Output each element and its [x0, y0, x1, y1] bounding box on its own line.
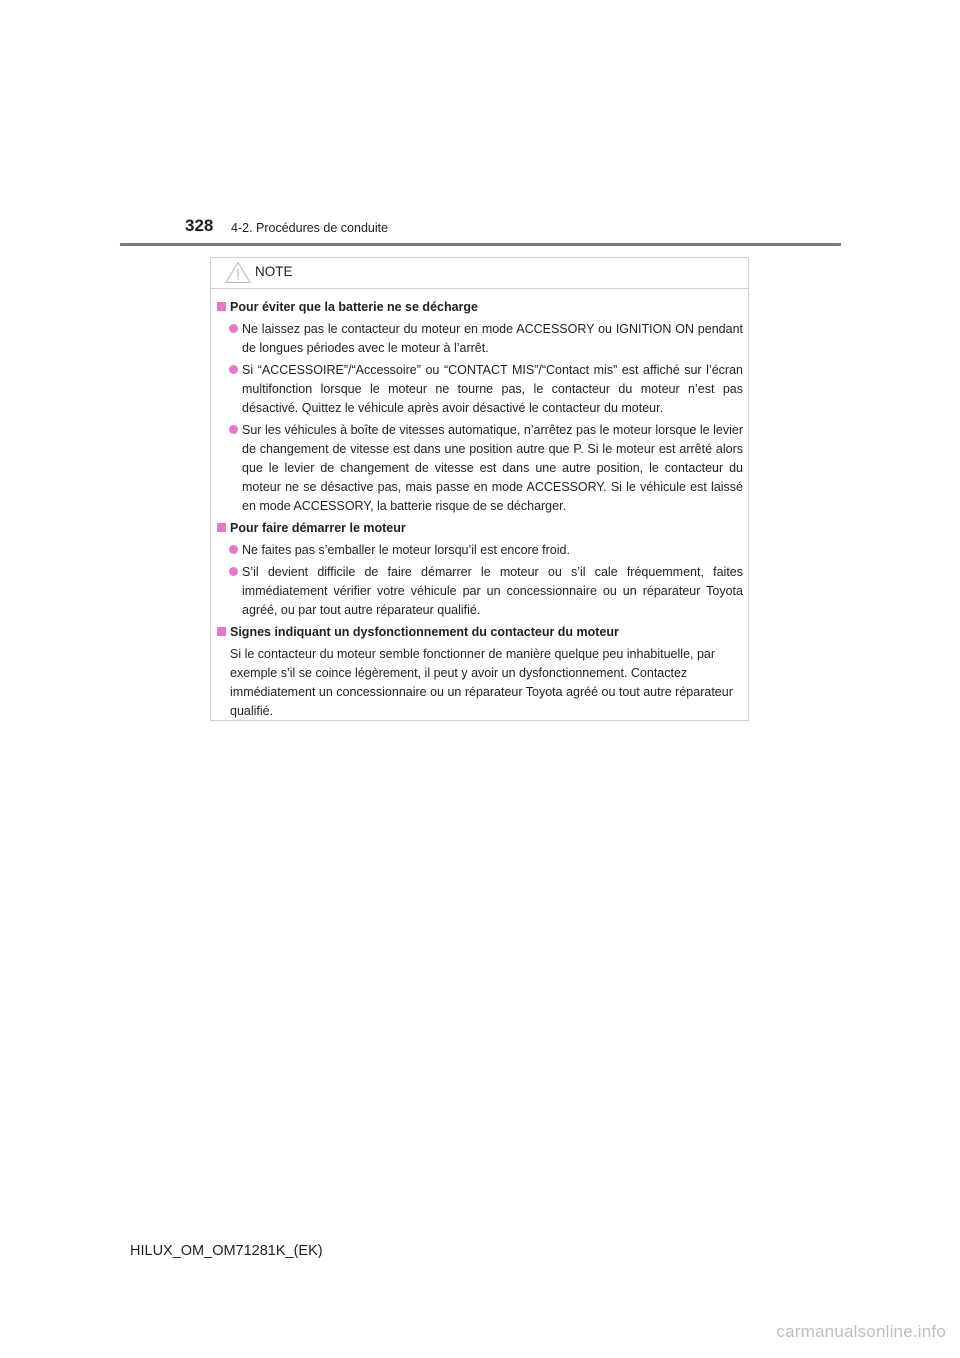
bullet-text: S’il devient difficile de faire démarrer le moteur ou s’il cale fréquemment, faites immédiatement vérifier votre véhicule par un concessionnaire ou un réparateur Toyota agréé, ou par tout autre réparateur qualifié.: [242, 565, 743, 617]
circle-bullet-icon: [229, 324, 238, 333]
warning-triangle-icon: [225, 261, 251, 284]
section-heading: [217, 298, 743, 317]
bullet-text: Sur les véhicules à boîte de vitesses automatique, n’arrêtez pas le moteur lorsque le levier de changement de vitesse est dans une position autre que P. Si le moteur est arrêté alors que le levier de changement de vitesse est dans une autre position, le contacteur du moteur ne se désactive pas, mais passe en mode ACCESSORY. Si le véhicule est laissé en mode ACCESSORY, la batterie risque de se décharger.: [242, 423, 743, 513]
square-bullet-icon: [217, 523, 226, 532]
section-title: 4-2. Procédures de conduite: [231, 221, 389, 235]
document-code: HILUX_OM_OM71281K_(EK): [130, 1243, 323, 1259]
section-paragraph: Si le contacteur du moteur semble fonctionner de manière quelque peu inhabituelle, par exemple s’il se coince légèrement, il peut y avoir un dysfonctionnement. Contactez immédiatement un concessionnaire ou un réparateur Toyota agréé ou tout autre réparateur qualifié.: [230, 647, 733, 718]
page-number: 328: [185, 216, 214, 235]
bullet-text: Ne laissez pas le contacteur du moteur en mode ACCESSORY ou IGNITION ON pendant de longues périodes avec le moteur à l’arrêt.: [242, 322, 743, 355]
bullet-text: Ne faites pas s’emballer le moteur lorsqu’il est encore froid.: [242, 543, 570, 557]
section-heading: [217, 623, 743, 642]
header-rule: [120, 243, 841, 246]
circle-bullet-icon: [229, 545, 238, 554]
bullet-item: [217, 320, 743, 358]
square-bullet-icon: [217, 627, 226, 636]
bullet-text: Si “ACCESSOIRE”/“Accessoire” ou “CONTACT MIS”/“Contact mis” est affiché sur l’écran multifonction lorsque le moteur ne tourne pas, le contacteur du moteur n’est pas désactivé. Quittez le véhicule après avoir désactivé le contacteur du moteur.: [242, 363, 743, 415]
note-header: [211, 258, 748, 289]
bullet-item: [217, 361, 743, 418]
bullet-item: [217, 563, 743, 620]
circle-bullet-icon: [229, 365, 238, 374]
note-box: [210, 257, 749, 721]
note-content: [217, 298, 743, 721]
bullet-item: [217, 541, 743, 560]
circle-bullet-icon: [229, 567, 238, 576]
section-heading-text: Pour éviter que la batterie ne se décharge: [230, 300, 479, 314]
watermark: carmanualsonline.info: [776, 1322, 946, 1341]
section-heading-text: Pour faire démarrer le moteur: [230, 521, 406, 535]
section-heading: [217, 519, 743, 538]
section-heading-text: Signes indiquant un dysfonctionnement du contacteur du moteur: [230, 625, 619, 639]
square-bullet-icon: [217, 302, 226, 311]
note-title: NOTE: [255, 264, 293, 279]
bullet-item: [217, 421, 743, 516]
circle-bullet-icon: [229, 425, 238, 434]
